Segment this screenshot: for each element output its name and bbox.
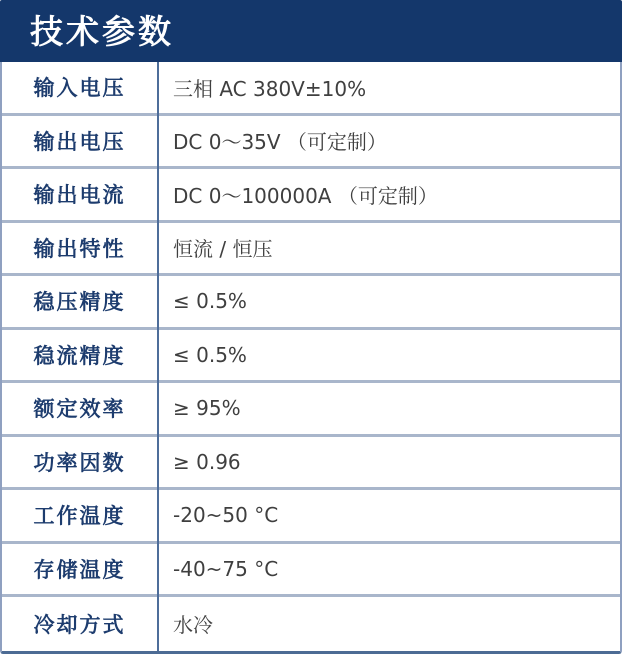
param-value: 水冷 bbox=[173, 613, 213, 638]
param-value: ≤ 0.5% bbox=[173, 342, 247, 367]
table-row bbox=[2, 330, 620, 384]
table-row bbox=[2, 116, 620, 170]
table-row bbox=[2, 597, 620, 651]
param-value: DC 0～35V （可定制） bbox=[173, 130, 387, 155]
param-name: 存储温度 bbox=[33, 557, 126, 582]
param-name: 输出特性 bbox=[33, 236, 126, 261]
param-value: ≤ 0.5% bbox=[173, 289, 247, 314]
param-value: ≥ 0.96 bbox=[173, 449, 241, 474]
table-header bbox=[0, 0, 622, 62]
table-row bbox=[2, 544, 620, 598]
table-row bbox=[2, 276, 620, 330]
param-name: 冷却方式 bbox=[33, 612, 126, 637]
table-row bbox=[2, 223, 620, 277]
param-name: 输入电压 bbox=[33, 76, 126, 101]
table-row bbox=[2, 62, 620, 116]
table-row bbox=[2, 490, 620, 544]
page-title: 技术参数 bbox=[30, 11, 174, 51]
param-name: 输出电流 bbox=[33, 183, 126, 208]
param-name: 稳流精度 bbox=[33, 343, 126, 368]
param-name: 工作温度 bbox=[33, 504, 126, 529]
param-value: 恒流 / 恒压 bbox=[173, 237, 273, 262]
table-row bbox=[2, 437, 620, 491]
param-name: 额定效率 bbox=[33, 397, 126, 422]
param-value: DC 0～100000A （可定制） bbox=[173, 183, 438, 208]
param-value: 三相 AC 380V±10% bbox=[173, 76, 367, 101]
param-name: 功率因数 bbox=[33, 450, 126, 475]
param-value: ≥ 95% bbox=[173, 396, 241, 421]
table-row bbox=[2, 169, 620, 223]
param-value: -40~75 °C bbox=[173, 556, 279, 581]
param-name: 输出电压 bbox=[33, 129, 126, 154]
param-value: -20~50 °C bbox=[173, 503, 279, 528]
spec-table bbox=[0, 62, 622, 654]
table-row bbox=[2, 383, 620, 437]
param-name: 稳压精度 bbox=[33, 290, 126, 315]
